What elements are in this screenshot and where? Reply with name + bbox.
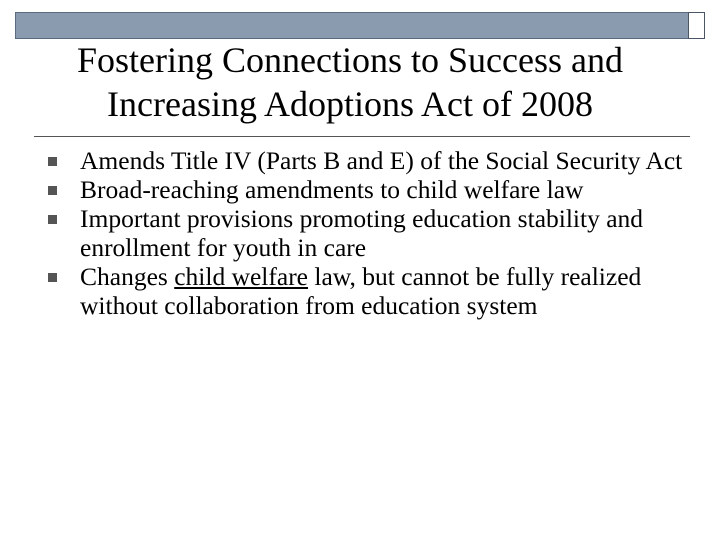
- slide-title-line-1: Fostering Connections to Success and: [77, 40, 623, 80]
- slide-title: [20, 38, 680, 126]
- bullet-item-important-provisions: [48, 204, 708, 262]
- square-bullet-icon: [48, 186, 57, 195]
- bullet-text: Important provisions promoting education stability and enrollment for youth in care: [80, 204, 644, 262]
- bullet-text-prefix: Changes: [80, 262, 175, 291]
- bullet-text: Broad-reaching amendments to child welfare law: [80, 175, 584, 204]
- bullet-item-broad-reaching: [48, 175, 708, 204]
- slide-title-line-2: Increasing Adoptions Act of 2008: [107, 84, 593, 124]
- bullet-item-changes-law: [48, 262, 708, 320]
- square-bullet-icon: [48, 157, 57, 166]
- bullet-text-suffix: law, but cannot be fully realized without collaboration from education system: [80, 262, 642, 320]
- bullet-text-underlined: child welfare: [174, 262, 309, 291]
- decorative-corner-box: [688, 12, 705, 39]
- square-bullet-icon: [48, 215, 57, 224]
- title-divider: [34, 136, 690, 137]
- decorative-top-bar: [15, 12, 701, 39]
- square-bullet-icon: [48, 273, 57, 282]
- bullet-item-amends-title: [48, 146, 708, 175]
- bullet-text: Amends Title IV (Parts B and E) of the Social Security Act: [80, 146, 683, 175]
- bullet-list: [48, 146, 708, 320]
